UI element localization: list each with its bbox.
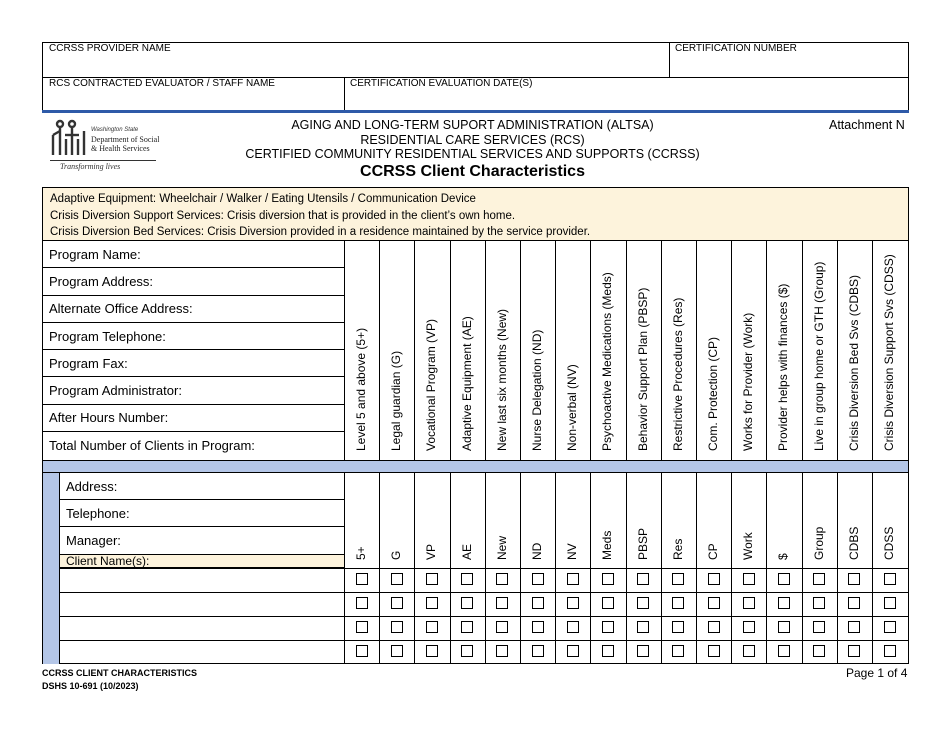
row-divider <box>60 616 909 617</box>
client-checkbox-ND[interactable] <box>532 597 544 609</box>
client-checkbox-G[interactable] <box>391 597 403 609</box>
client-checkbox-Work[interactable] <box>743 597 755 609</box>
client-name-field[interactable] <box>62 570 342 590</box>
client-checkbox-CDBS[interactable] <box>848 573 860 585</box>
client-checkbox-New[interactable] <box>496 621 508 633</box>
client-checkbox-CP[interactable] <box>708 573 720 585</box>
column-divider <box>696 241 697 461</box>
client-checkbox-Group[interactable] <box>813 621 825 633</box>
header-accent-line <box>42 110 909 113</box>
evaluation-date-label: CERTIFICATION EVALUATION DATE(S) <box>350 78 533 89</box>
column-header-short: PBSP <box>635 527 650 560</box>
client-checkbox-ND[interactable] <box>532 573 544 585</box>
provider-name-field[interactable] <box>44 55 667 75</box>
attachment-label: Attachment N <box>829 118 905 132</box>
client-checkbox-CP[interactable] <box>708 645 720 657</box>
column-divider <box>766 241 767 461</box>
agency-line3: CERTIFIED COMMUNITY RESIDENTIAL SERVICES AND SUPPORTS (CCRSS) <box>245 147 700 161</box>
row-divider <box>60 640 909 641</box>
divider <box>344 241 345 461</box>
client-checkbox-VP[interactable] <box>426 573 438 585</box>
site-manager-label[interactable]: Manager: <box>66 533 121 548</box>
client-checkbox-Res[interactable] <box>672 597 684 609</box>
column-divider <box>555 241 556 461</box>
evaluation-date-field[interactable] <box>347 90 906 108</box>
column-header-long: New last six months (New) <box>494 308 509 451</box>
column-divider <box>626 241 627 461</box>
client-checkbox-Res[interactable] <box>672 621 684 633</box>
program-field-row[interactable]: Total Number of Clients in Program: <box>49 438 255 454</box>
column-divider <box>450 241 451 461</box>
agency-line1: AGING AND LONG-TERM SUPORT ADMINISTRATION (ALTSA) <box>291 118 654 132</box>
client-checkbox-AE[interactable] <box>461 621 473 633</box>
client-checkbox-G[interactable] <box>391 645 403 657</box>
column-header-long: Restrictive Procedures (Res) <box>670 297 685 451</box>
dshs-logo <box>48 117 160 175</box>
divider <box>344 77 345 112</box>
footer-form-number: DSHS 10-691 (10/2023) <box>42 681 139 691</box>
client-checkbox-New[interactable] <box>496 597 508 609</box>
footer-form-name: CCRSS CLIENT CHARACTERISTICS <box>42 668 198 678</box>
column-header-short: CDSS <box>882 526 896 560</box>
client-checkbox-Group[interactable] <box>813 645 825 657</box>
client-checkbox-CDBS[interactable] <box>848 645 860 657</box>
agency-line2: RESIDENTIAL CARE SERVICES (RCS) <box>360 132 585 147</box>
column-header-long: Psychoactive Medications (Meds) <box>600 272 615 451</box>
client-checkbox-AE[interactable] <box>461 573 473 585</box>
client-names-label: Client Name(s): <box>60 554 344 568</box>
row-divider <box>60 568 909 569</box>
client-checkbox-NV[interactable] <box>567 621 579 633</box>
program-field-row[interactable]: Program Address: <box>43 268 344 295</box>
page-title: CCRSS Client Characteristics <box>360 163 585 180</box>
client-checkbox-NV[interactable] <box>567 597 579 609</box>
client-checkbox-5+[interactable] <box>356 645 368 657</box>
column-divider <box>414 241 415 461</box>
client-checkbox-PBSP[interactable] <box>637 597 649 609</box>
provider-name-label: CCRSS PROVIDER NAME <box>49 43 171 54</box>
client-checkbox-CDSS[interactable] <box>884 573 896 585</box>
client-checkbox-G[interactable] <box>391 621 403 633</box>
client-checkbox-CDSS[interactable] <box>884 621 896 633</box>
column-header-short: CDBS <box>846 526 861 560</box>
column-header-short: AE <box>459 543 474 560</box>
client-checkbox-PBSP[interactable] <box>637 573 649 585</box>
column-header-long: Vocational Program (VP) <box>424 318 439 451</box>
column-divider <box>590 241 591 461</box>
site-telephone-label[interactable]: Telephone: <box>60 500 344 527</box>
column-divider <box>872 241 873 461</box>
column-header-short: New <box>494 535 509 560</box>
logo-tagline: Transforming lives <box>60 162 121 171</box>
client-checkbox-Group[interactable] <box>813 597 825 609</box>
client-name-field[interactable] <box>62 594 342 614</box>
client-checkbox-VP[interactable] <box>426 645 438 657</box>
client-checkbox-G[interactable] <box>391 573 403 585</box>
client-checkbox-CDBS[interactable] <box>848 621 860 633</box>
program-field-row[interactable]: Alternate Office Address: <box>43 296 344 323</box>
client-checkbox-ND[interactable] <box>532 621 544 633</box>
client-checkbox-Meds[interactable] <box>602 573 614 585</box>
logo-dept-line2: & Health Services <box>91 144 150 153</box>
client-checkbox-PBSP[interactable] <box>637 621 649 633</box>
logo-dept-line1: Department of Social <box>91 135 160 144</box>
client-checkbox-CDSS[interactable] <box>884 645 896 657</box>
column-header-long: Legal guardian (G) <box>389 350 404 451</box>
program-field-row[interactable]: Program Administrator: <box>43 378 344 405</box>
column-header-short: Group <box>811 526 826 560</box>
column-header-long: Non-verbal (NV) <box>565 364 580 451</box>
column-header-short: Work <box>741 532 756 560</box>
column-header-long: Adaptive Equipment (AE) <box>459 316 474 451</box>
client-checkbox-Meds[interactable] <box>602 597 614 609</box>
client-checkbox-Work[interactable] <box>743 645 755 657</box>
client-checkbox-CDBS[interactable] <box>848 597 860 609</box>
logo-rule <box>50 160 156 161</box>
client-checkbox-CDSS[interactable] <box>884 597 896 609</box>
client-checkbox-Meds[interactable] <box>602 621 614 633</box>
column-header-short: VP <box>424 543 439 560</box>
certification-number-field[interactable] <box>672 55 906 75</box>
column-header-long: Crisis Diversion Bed Svs (CDBS) <box>846 274 861 451</box>
column-header-short: Meds <box>600 530 615 560</box>
definition-crisis-bed: Crisis Diversion Bed Services: Crisis Diversion provided in a residence maintained by the service provider. <box>50 226 591 238</box>
column-divider <box>802 241 803 461</box>
client-checkbox-5+[interactable] <box>356 597 368 609</box>
column-header-long: Live in group home or GTH (Group) <box>811 261 826 451</box>
column-header-long: Provider helps with finances ($) <box>776 283 791 451</box>
column-header-long: Behavior Support Plan (PBSP) <box>635 287 650 451</box>
column-header-short: Res <box>670 538 685 560</box>
client-checkbox-$[interactable] <box>778 597 790 609</box>
column-header-long: Level 5 and above (5+) <box>354 327 368 451</box>
column-divider <box>837 241 838 461</box>
column-divider <box>731 241 732 461</box>
client-checkbox-CP[interactable] <box>708 621 720 633</box>
client-checkbox-$[interactable] <box>778 573 790 585</box>
column-header-long: Com. Protection (CP) <box>706 336 720 451</box>
client-checkbox-ND[interactable] <box>532 645 544 657</box>
client-name-field[interactable] <box>62 642 342 662</box>
client-checkbox-VP[interactable] <box>426 597 438 609</box>
column-header-short: ND <box>530 542 544 560</box>
program-field-row[interactable]: Program Telephone: <box>43 323 344 350</box>
client-checkbox-NV[interactable] <box>567 645 579 657</box>
column-header-short: NV <box>565 543 580 560</box>
evaluator-field[interactable] <box>44 90 342 108</box>
column-header-long: Nurse Delegation (ND) <box>530 329 544 451</box>
certification-number-label: CERTIFICATION NUMBER <box>675 43 797 54</box>
column-header-long: Works for Provider (Work) <box>741 312 756 451</box>
client-checkbox-New[interactable] <box>496 645 508 657</box>
definition-adaptive-equipment: Adaptive Equipment: Wheelchair / Walker / Eating Utensils / Communication Device <box>50 193 476 205</box>
agency-heading <box>200 118 745 162</box>
section-band-side <box>42 473 60 664</box>
column-header-short: 5+ <box>354 546 368 560</box>
column-header-short: G <box>389 550 404 560</box>
client-checkbox-AE[interactable] <box>461 597 473 609</box>
divider <box>669 42 670 77</box>
client-checkbox-New[interactable] <box>496 573 508 585</box>
program-field-row[interactable]: Program Fax: <box>43 350 344 377</box>
column-header-long: Crisis Diversion Support Svs (CDSS) <box>882 254 896 451</box>
column-divider <box>485 241 486 461</box>
program-field-row[interactable]: Program Name: <box>43 241 344 268</box>
client-checkbox-Meds[interactable] <box>602 645 614 657</box>
client-checkbox-Work[interactable] <box>743 621 755 633</box>
client-checkbox-Res[interactable] <box>672 573 684 585</box>
footer-page-number: Page 1 of 4 <box>846 666 908 680</box>
client-checkbox-Group[interactable] <box>813 573 825 585</box>
program-field-row[interactable]: After Hours Number: <box>43 405 344 432</box>
row-divider <box>60 592 909 593</box>
client-checkbox-$[interactable] <box>778 645 790 657</box>
column-divider <box>520 241 521 461</box>
dshs-emblem-icon <box>50 119 88 159</box>
logo-state-text: Washington State <box>91 127 139 133</box>
client-checkbox-Work[interactable] <box>743 573 755 585</box>
client-checkbox-NV[interactable] <box>567 573 579 585</box>
site-address-label[interactable]: Address: <box>60 473 344 500</box>
client-checkbox-5+[interactable] <box>356 621 368 633</box>
client-checkbox-$[interactable] <box>778 621 790 633</box>
section-band <box>42 461 909 473</box>
column-divider <box>379 241 380 461</box>
client-checkbox-VP[interactable] <box>426 621 438 633</box>
client-checkbox-PBSP[interactable] <box>637 645 649 657</box>
client-checkbox-AE[interactable] <box>461 645 473 657</box>
client-checkbox-Res[interactable] <box>672 645 684 657</box>
definitions-box <box>42 187 909 241</box>
definition-crisis-support: Crisis Diversion Support Services: Crisis diversion that is provided in the client’s own home. <box>50 209 516 222</box>
column-divider <box>661 241 662 461</box>
column-header-short: $ <box>776 553 791 560</box>
client-name-field[interactable] <box>62 618 342 638</box>
client-checkbox-5+[interactable] <box>356 573 368 585</box>
client-checkbox-CP[interactable] <box>708 597 720 609</box>
evaluator-label: RCS CONTRACTED EVALUATOR / STAFF NAME <box>49 78 275 89</box>
column-header-short: CP <box>706 543 720 560</box>
